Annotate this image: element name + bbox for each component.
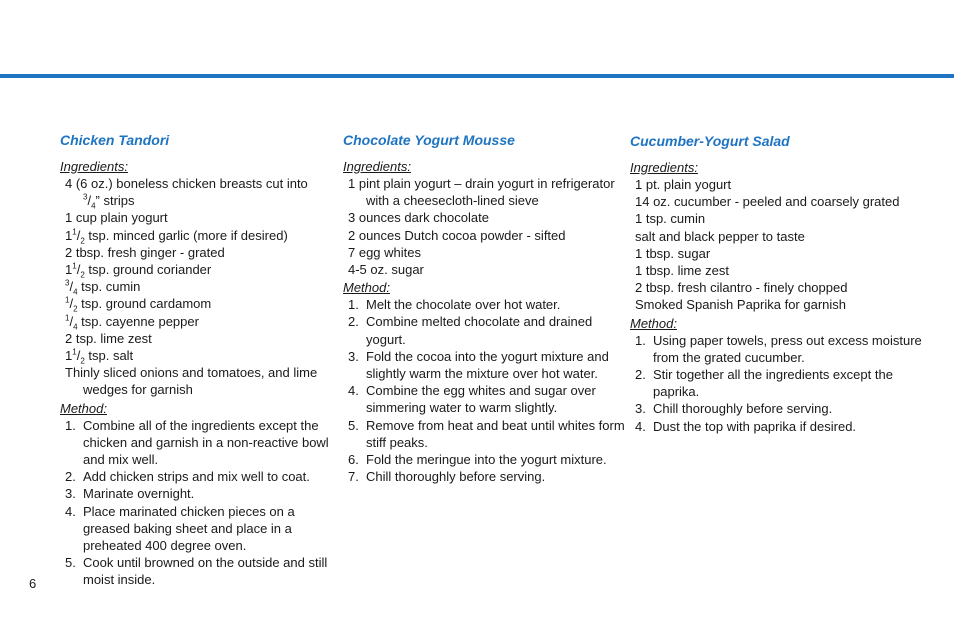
method-step [65, 485, 332, 502]
method-list [343, 296, 625, 485]
step-number: 1. [348, 297, 359, 313]
step-number: 6. [348, 452, 359, 468]
ingredient-text: 3 ounces dark chocolate [348, 210, 489, 226]
step-text: Stir together all the ingredients except the paprika. [653, 367, 893, 400]
method-step [348, 296, 625, 313]
ingredient-text: 2 ounces Dutch cocoa powder - sifted [348, 227, 566, 243]
ingredient-text: tsp. salt [84, 348, 134, 364]
fraction-denominator: 2 [80, 270, 85, 280]
ingredients-label: Ingredients: [60, 159, 128, 174]
ingredient-item [65, 295, 332, 315]
recipe-chicken-tandori [60, 131, 332, 589]
fraction-denominator: 4 [73, 322, 78, 332]
method-step [635, 332, 930, 366]
ingredients-list [630, 176, 930, 314]
step-text: Using paper towels, press out excess moisture from the grated cucumber. [653, 332, 922, 365]
ingredient-item [348, 227, 625, 244]
page-number: 6 [29, 576, 37, 591]
fraction-denominator: 4 [91, 201, 96, 211]
method-list [630, 332, 930, 435]
step-text: Combine melted chocolate and drained yogurt. [366, 314, 593, 347]
ingredient-whole: 1 [65, 348, 73, 364]
step-text: Remove from heat and beat until whites form stiff peaks. [366, 417, 625, 450]
step-text: Combine the egg whites and sugar over simmering water to warm slightly. [366, 383, 596, 416]
step-number: 2. [65, 469, 76, 485]
ingredient-item [65, 278, 332, 295]
step-text: Add chicken strips and mix well to coat. [83, 469, 310, 485]
ingredient-text: 1 tbsp. lime zest [635, 263, 729, 279]
ingredient-item [65, 244, 332, 261]
ingredient-text: 7 egg whites [348, 244, 421, 260]
method-step [635, 366, 930, 400]
step-number: 7. [348, 469, 359, 485]
step-text: Fold the cocoa into the yogurt mixture and slightly warm the mixture over hot water. [366, 348, 609, 382]
step-number: 5. [65, 555, 76, 571]
ingredient-text: tsp. cayenne pepper [77, 313, 199, 329]
fraction-denominator: 2 [80, 236, 85, 246]
fraction-numerator: 3 [83, 192, 88, 202]
method-step [348, 382, 625, 416]
step-number: 5. [348, 417, 359, 433]
method-step [65, 554, 332, 588]
recipe-chocolate-yogurt-mousse [343, 131, 625, 485]
ingredient-item [635, 210, 930, 227]
ingredient-item [65, 261, 332, 278]
ingredient-text: 1 cup plain yogurt [65, 210, 168, 226]
ingredient-item [65, 364, 332, 398]
step-number: 4. [348, 383, 359, 399]
ingredient-item [65, 227, 332, 244]
recipe-title: Chicken Tandori [60, 132, 170, 148]
ingredient-text: tsp. ground coriander [84, 262, 212, 278]
ingredient-item [348, 175, 625, 209]
ingredient-text: 2 tsp. lime zest [65, 330, 152, 346]
step-text: Chill thoroughly before serving. [653, 401, 833, 417]
method-step [635, 418, 930, 435]
step-text: Dust the top with paprika if desired. [653, 418, 857, 434]
step-number: 1. [635, 332, 646, 348]
method-step [348, 468, 625, 485]
ingredients-label: Ingredients: [343, 159, 411, 174]
ingredient-item [65, 330, 332, 347]
ingredient-item [635, 176, 930, 193]
ingredient-item [635, 193, 930, 210]
method-step [348, 451, 625, 468]
ingredient-item [635, 228, 930, 245]
step-text: Melt the chocolate over hot water. [366, 297, 561, 313]
step-number: 4. [635, 418, 646, 434]
method-step [348, 313, 625, 347]
fraction-numerator: 1 [72, 227, 77, 237]
ingredient-text: 1 tsp. cumin [635, 211, 706, 227]
fraction-numerator: 3 [65, 278, 70, 288]
ingredient-text: salt and black pepper to taste [635, 228, 805, 244]
step-text: Chill thoroughly before serving. [366, 469, 546, 485]
method-step [65, 417, 332, 469]
fraction-numerator: 1 [72, 261, 77, 271]
ingredient-text: 1 pt. plain yogurt [635, 177, 732, 192]
ingredient-item [635, 279, 930, 296]
step-number: 2. [348, 314, 359, 330]
ingredient-text: 4-5 oz. sugar [348, 262, 424, 278]
ingredient-text: 14 oz. cucumber - peeled and coarsely grated [635, 194, 900, 210]
step-number: 2. [635, 367, 646, 383]
step-text: Cook until browned on the outside and still moist inside. [83, 555, 328, 588]
fraction-slash: / [69, 296, 74, 312]
fraction-numerator: 1 [65, 296, 70, 306]
ingredient-item [635, 262, 930, 279]
step-text: Marinate overnight. [83, 486, 195, 502]
fraction-numerator: 1 [65, 313, 70, 323]
ingredients-label: Ingredients: [630, 160, 698, 175]
ingredient-text: tsp. minced garlic (more if desired) [84, 227, 288, 243]
ingredient-item [65, 192, 332, 209]
recipe-title: Chocolate Yogurt Mousse [343, 132, 515, 148]
fraction-slash: / [69, 313, 74, 329]
fraction-denominator: 2 [73, 305, 78, 315]
ingredients-list [343, 175, 625, 278]
fraction-denominator: 4 [73, 287, 78, 297]
method-label: Method: [343, 280, 390, 296]
fraction-denominator: 2 [80, 356, 85, 366]
step-number: 1. [65, 417, 76, 433]
ingredients-list [60, 175, 332, 399]
ingredient-text: Smoked Spanish Paprika for garnish [635, 297, 847, 313]
fraction-slash: / [76, 227, 81, 243]
ingredient-item [348, 244, 625, 261]
ingredient-text: tsp. cumin [77, 279, 141, 295]
ingredient-item [65, 313, 332, 330]
header-rule [0, 74, 954, 78]
ingredient-item [635, 245, 930, 262]
step-number: 4. [65, 503, 76, 519]
ingredient-whole: 1 [65, 262, 73, 278]
fraction-slash: / [76, 262, 81, 278]
method-label: Method: [630, 315, 677, 331]
ingredient-item [348, 209, 625, 226]
ingredient-text: 2 tbsp. fresh cilantro - finely chopped [635, 280, 848, 296]
fraction-slash: / [69, 279, 74, 295]
ingredient-text: 1 pint plain yogurt – drain yogurt in refrigerator with a cheesecloth-lined sieve [348, 176, 615, 209]
ingredient-text: 1 tbsp. sugar [635, 245, 711, 261]
method-step [65, 468, 332, 485]
step-number: 3. [635, 401, 646, 417]
fraction-numerator: 1 [72, 347, 77, 357]
step-text: Place marinated chicken pieces on a greased baking sheet and place in a preheated 400 degree oven. [83, 503, 295, 554]
ingredient-text: Thinly sliced onions and tomatoes, and lime wedges for garnish [65, 365, 318, 398]
ingredient-text: 4 (6 oz.) boneless chicken breasts cut into [65, 176, 308, 191]
method-list [60, 417, 332, 589]
method-step [65, 503, 332, 555]
method-step [348, 417, 625, 451]
ingredient-item [65, 175, 332, 192]
method-step [635, 400, 930, 417]
ingredient-whole: 1 [65, 227, 73, 243]
step-number: 3. [65, 486, 76, 502]
step-text: Combine all of the ingredients except the chicken and garnish in a non-reactive bowl and mix well. [83, 417, 329, 468]
ingredient-item [348, 261, 625, 278]
recipe-cucumber-yogurt-salad [630, 132, 930, 435]
ingredient-item [65, 209, 332, 226]
recipe-title: Cucumber-Yogurt Salad [630, 133, 790, 149]
ingredient-text: tsp. ground cardamom [77, 296, 212, 312]
step-text: Fold the meringue into the yogurt mixture. [366, 452, 607, 468]
method-label: Method: [60, 400, 107, 416]
fraction-slash: / [76, 348, 81, 364]
ingredient-item [635, 296, 930, 313]
ingredient-item [65, 347, 332, 364]
ingredient-text: 2 tbsp. fresh ginger - grated [65, 244, 225, 260]
ingredient-text: ” strips [95, 193, 135, 209]
fraction-slash: / [87, 193, 92, 209]
step-number: 3. [348, 348, 359, 364]
method-step [348, 348, 625, 382]
